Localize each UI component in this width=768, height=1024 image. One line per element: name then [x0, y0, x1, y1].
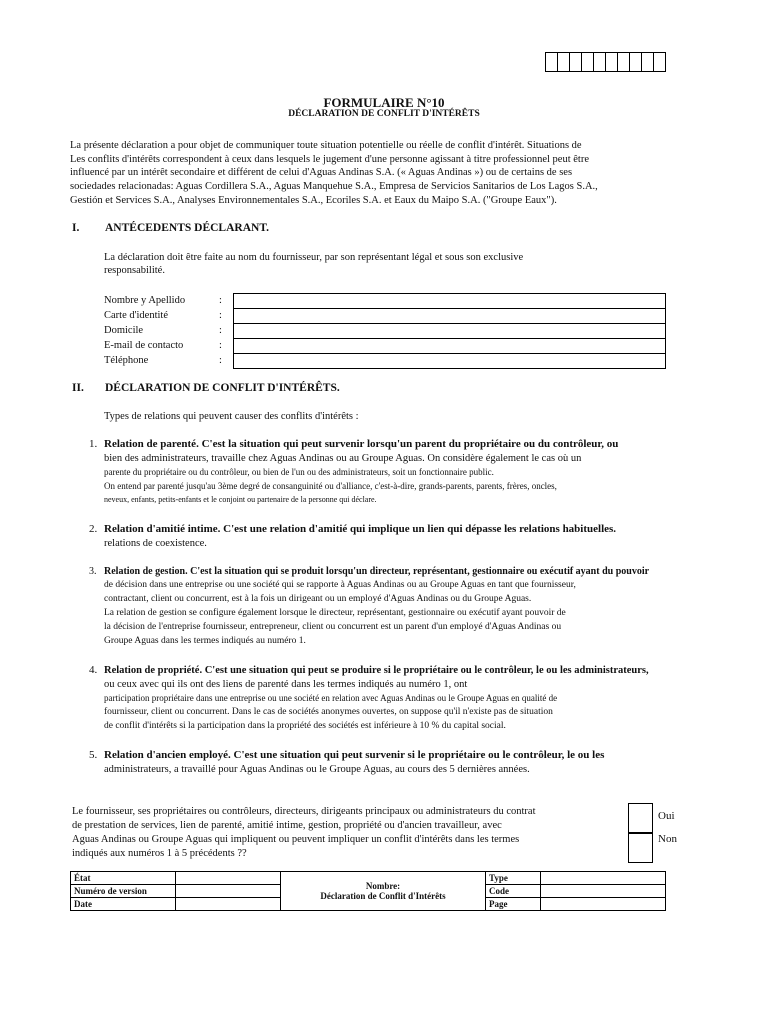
item-3-number: 3. [89, 566, 97, 577]
intro-line-5: Gestión et Services S.A., Analyses Environnementales S.A., Ecoriles S.A. et Eaux du Maipo S.A. ("Groupe Eaux"). [70, 195, 557, 206]
form-title: FORMULAIRE N°10 [323, 95, 445, 110]
type-value[interactable] [541, 872, 666, 885]
item-5-line-1: administrateurs, a travaillé pour Aguas Andinas ou le Groupe Aguas, au cours des 5 dernières années. [104, 764, 530, 775]
yes-checkbox[interactable] [628, 803, 653, 833]
address-input[interactable] [234, 324, 665, 339]
phone-input[interactable] [234, 354, 665, 368]
version-value[interactable] [176, 885, 281, 898]
item-3-line-3: La relation de gestion se configure également lorsque le directeur, représentant, gestionnaire ou exécutif ayant pouvoir de [104, 608, 566, 618]
declarant-field-labels [104, 293, 185, 368]
section-2-number: II. [72, 382, 84, 394]
item-1-number: 1. [89, 438, 98, 450]
label-etat: État [71, 872, 176, 885]
item-4-line-3: fournisseur, client ou concurrent. Dans le cas de sociétés anonymes ouvertes, on suppose qu'il n'existe pas de situation [104, 707, 553, 717]
question-line-3: Aguas Andinas ou Groupe Aguas qui impliquent ou peuvent impliquer un conflit d'intérêts dans les termes [72, 834, 520, 845]
label-id-card: Carte d'identité [104, 310, 168, 321]
intro-line-4: sociedades relacionadas: Aguas Cordillera S.A., Aguas Manquehue S.A., Empresa de Servicios Sanitarios de Los Lagos S.A., [70, 181, 598, 192]
item-2-head: Relation d'amitié intime. C'est une relation d'amitié qui implique un lien qui dépasse les relations habituelles. [104, 523, 617, 535]
document-name-cell [281, 872, 486, 911]
item-4-line-4: de conflit d'intérêts si la participation dans la propriété des sociétés est inférieure à 10 % du capital social. [104, 721, 506, 731]
document-control-table [70, 871, 666, 911]
item-2-line-1: relations de coexistence. [104, 538, 207, 549]
item-1-line-4: neveux, enfants, petits-enfants et le conjoint ou partenaire de la personne qui déclare. [104, 495, 377, 504]
document-name: Déclaration de Conflit d'Intérêts [320, 891, 446, 901]
question-line-2: de prestation de services, lien de parenté, amitié intime, gestion, propriété ou d'ancien travailleur, avec [72, 820, 502, 831]
label-date: Date [71, 898, 176, 911]
item-4-line-1: ou ceux avec qui ils ont des liens de parenté dans les termes indiqués au numéro 1, ont [104, 679, 468, 690]
code-value[interactable] [541, 885, 666, 898]
label-email: E-mail de contacto [104, 340, 184, 351]
item-5-head: Relation d'ancien employé. C'est une situation qui peut survenir si le propriétaire ou le contrôleur, le ou les [104, 749, 605, 761]
section-1-title: ANTÉCEDENTS DÉCLARANT. [105, 222, 270, 234]
label-name: Nombre y Apellido [104, 295, 186, 306]
intro-line-3: influencé par un intérêt secondaire et différent de celui d'Aguas Andinas S.A. (« Aguas Andinas ») ou de certains de ses [70, 167, 573, 178]
item-1-line-2: parente du propriétaire ou du contrôleur, ou bien de l'un ou des administrateurs, soit un fonctionnaire public. [104, 467, 494, 477]
date-value[interactable] [176, 898, 281, 911]
section-2-lead: Types de relations qui peuvent causer des conflits d'intérêts : [104, 411, 359, 422]
no-label: Non [658, 833, 677, 845]
label-code: Code [486, 885, 541, 898]
question-line-4: indiqués aux numéros 1 à 5 précédents ?? [72, 848, 247, 859]
id-card-input[interactable] [234, 309, 665, 324]
name-input[interactable] [234, 294, 665, 309]
declarant-fields [233, 293, 666, 369]
section-1-text-1: La déclaration doit être faite au nom du fournisseur, par son représentant légal et sous son exclusive [104, 252, 524, 263]
no-checkbox[interactable] [628, 833, 653, 863]
intro-line-1: La présente déclaration a pour objet de communiquer toute situation potentielle ou réelle de conflit d'intérêt. Situations de [70, 140, 582, 151]
section-1-text-2: responsabilité. [104, 265, 165, 276]
item-3-line-2: contractant, client ou concurrent, est à la fois un dirigeant ou un employé d'Aguas Andinas ou du Groupe Aguas. [104, 594, 532, 604]
item-3-line-4: la décision de l'entreprise fournisseur, entrepreneur, client ou concurrent est un parent d'un employé d'Aguas Andinas ou [104, 622, 562, 632]
intro-line-2: Les conflits d'intérêts correspondent à ceux dans lesquels le jugement d'une personne agissant à titre professionnel peut être [70, 154, 589, 165]
item-3-head: Relation de gestion. C'est la situation qui se produit lorsqu'un directeur, représentant, gestionnaire ou exécutif ayant du pouvoir [104, 566, 650, 577]
form-subtitle: DÉCLARATION DE CONFLIT D'INTÉRÊTS [288, 109, 480, 119]
item-5-number: 5. [89, 749, 98, 761]
label-phone: Téléphone [104, 355, 149, 366]
item-4-head: Relation de propriété. C'est une situation qui peut se produire si le propriétaire ou le contrôleur, le ou les administrateurs, [104, 665, 649, 676]
item-1-line-3: On entend par parenté jusqu'au 3ème degré de consanguinité ou d'alliance, c'est-à-dire, grands-parents, parents, frères, oncles, [104, 481, 557, 491]
page-value[interactable] [541, 898, 666, 911]
field-colons: : : : : : [219, 295, 222, 366]
section-1-number: I. [72, 222, 80, 234]
label-address: Domicile [104, 325, 144, 336]
label-nombre: Nombre: [365, 881, 401, 891]
yes-label: Oui [658, 810, 675, 822]
item-1-head: Relation de parenté. C'est la situation qui peut survenir lorsqu'un parent du propriétaire ou du contrôleur, ou [104, 438, 619, 450]
section-2-title: DÉCLARATION DE CONFLIT D'INTÉRÊTS. [105, 382, 340, 394]
document-code-boxes[interactable] [545, 52, 666, 72]
item-4-number: 4. [89, 664, 98, 676]
label-version: Numéro de version [71, 885, 176, 898]
etat-value[interactable] [176, 872, 281, 885]
item-3-line-1: de décision dans une entreprise ou une société qui se rapporte à Aguas Andinas ou au Groupe Aguas en tant que fournisseur, [104, 580, 576, 590]
item-2-number: 2. [89, 523, 98, 535]
email-input[interactable] [234, 339, 665, 354]
item-1-line-1: bien des administrateurs, travaille chez Aguas Andinas ou au Groupe Aguas. On considère également le cas où un [104, 453, 582, 464]
question-line-1: Le fournisseur, ses propriétaires ou contrôleurs, directeurs, dirigeants principaux ou administrateurs du contrat [72, 806, 536, 817]
label-type: Type [486, 872, 541, 885]
item-4-line-2: participation propriétaire dans une entreprise ou une société en relation avec Aguas Andinas ou le Groupe Aguas en qualité de [104, 693, 558, 703]
item-3-line-5: Groupe Aguas dans les termes indiqués au numéro 1. [104, 636, 306, 646]
label-page: Page [486, 898, 541, 911]
